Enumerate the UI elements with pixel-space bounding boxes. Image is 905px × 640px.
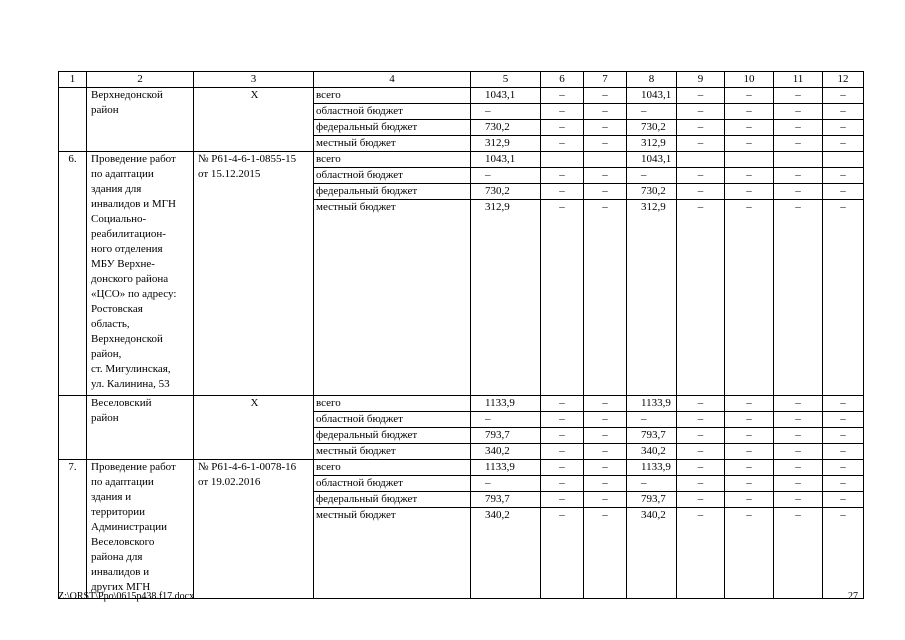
value-cell-9: – xyxy=(677,444,725,460)
value-cell-7: – xyxy=(584,396,627,412)
value-cell-6: – xyxy=(541,428,584,444)
value-cell-11: – xyxy=(774,508,823,599)
value-cell-12: – xyxy=(823,168,864,184)
value-cell-5: 312,9 xyxy=(471,136,541,152)
value-cell-11: – xyxy=(774,492,823,508)
value-cell-8: 730,2 xyxy=(627,120,677,136)
value-cell-9: – xyxy=(677,412,725,428)
value-cell-12: – xyxy=(823,88,864,104)
value-cell-11 xyxy=(774,152,823,168)
value-cell-9: – xyxy=(677,104,725,120)
value-cell-12: – xyxy=(823,492,864,508)
value-cell-6: – xyxy=(541,412,584,428)
header-cell: 7 xyxy=(584,72,627,88)
value-cell-11: – xyxy=(774,136,823,152)
value-cell-7: – xyxy=(584,88,627,104)
value-cell-9: – xyxy=(677,492,725,508)
item-document: № Р61-4-6-1-0078-16 от 19.02.2016 xyxy=(194,460,314,599)
value-cell-9: – xyxy=(677,120,725,136)
value-cell-11: – xyxy=(774,120,823,136)
value-cell-7: – xyxy=(584,428,627,444)
value-cell-6: – xyxy=(541,200,584,396)
value-cell-7: – xyxy=(584,104,627,120)
value-cell-12: – xyxy=(823,396,864,412)
value-cell-8: 1043,1 xyxy=(627,152,677,168)
value-cell-6: – xyxy=(541,88,584,104)
value-cell-8: – xyxy=(627,412,677,428)
item-name: Верхнедонской район xyxy=(87,88,194,152)
value-cell-11: – xyxy=(774,88,823,104)
value-cell-8: – xyxy=(627,168,677,184)
header-cell: 12 xyxy=(823,72,864,88)
item-number xyxy=(59,88,87,152)
header-cell: 5 xyxy=(471,72,541,88)
value-cell-12: – xyxy=(823,476,864,492)
item-number: 6. xyxy=(59,152,87,396)
page-number: 27 xyxy=(848,591,858,602)
value-cell-6: – xyxy=(541,136,584,152)
value-cell-7: – xyxy=(584,476,627,492)
value-cell-5: 730,2 xyxy=(471,184,541,200)
value-cell-9: – xyxy=(677,168,725,184)
value-cell-8: 340,2 xyxy=(627,444,677,460)
value-cell-7: – xyxy=(584,460,627,476)
value-cell-6 xyxy=(541,152,584,168)
value-cell-11: – xyxy=(774,184,823,200)
value-cell-11: – xyxy=(774,200,823,396)
funding-type: областной бюджет xyxy=(314,104,471,120)
value-cell-7 xyxy=(584,152,627,168)
footer-file-path: Z:\ORST\Ppo\0615p438.f17.docx xyxy=(58,591,195,602)
value-cell-5: 793,7 xyxy=(471,492,541,508)
value-cell-11: – xyxy=(774,104,823,120)
funding-type: областной бюджет xyxy=(314,412,471,428)
value-cell-8: 793,7 xyxy=(627,428,677,444)
value-cell-6: – xyxy=(541,460,584,476)
value-cell-10: – xyxy=(725,200,774,396)
item-name: Проведение работ по адаптации здания для инвалидов и МГН Социально- реабилитацион- ного отделения МБУ Верхне- донского района «ЦСО» по адресу: Ростовская область, Верхнедонской район, ст. Мигулинская, ул. Калинина, 53 xyxy=(87,152,194,396)
value-cell-10: – xyxy=(725,104,774,120)
funding-type: местный бюджет xyxy=(314,508,471,599)
table-row xyxy=(59,460,864,476)
value-cell-9: – xyxy=(677,88,725,104)
value-cell-11: – xyxy=(774,428,823,444)
value-cell-6: – xyxy=(541,104,584,120)
item-name: Проведение работ по адаптации здания и территории Администрации Веселовского района для инвалидов и других МГН xyxy=(87,460,194,599)
header-cell: 10 xyxy=(725,72,774,88)
header-cell: 4 xyxy=(314,72,471,88)
value-cell-8: 1133,9 xyxy=(627,460,677,476)
value-cell-5: 730,2 xyxy=(471,120,541,136)
item-number: 7. xyxy=(59,460,87,599)
value-cell-6: – xyxy=(541,184,584,200)
value-cell-7: – xyxy=(584,136,627,152)
value-cell-12: – xyxy=(823,428,864,444)
table-row xyxy=(59,88,864,104)
value-cell-12: – xyxy=(823,136,864,152)
value-cell-5: – xyxy=(471,412,541,428)
value-cell-5: 1133,9 xyxy=(471,460,541,476)
value-cell-12: – xyxy=(823,104,864,120)
value-cell-6: – xyxy=(541,476,584,492)
value-cell-5: 340,2 xyxy=(471,444,541,460)
value-cell-5: 312,9 xyxy=(471,200,541,396)
value-cell-7: – xyxy=(584,492,627,508)
funding-type: местный бюджет xyxy=(314,200,471,396)
funding-type: местный бюджет xyxy=(314,444,471,460)
value-cell-8: 730,2 xyxy=(627,184,677,200)
header-cell: 6 xyxy=(541,72,584,88)
value-cell-10: – xyxy=(725,184,774,200)
value-cell-10: – xyxy=(725,508,774,599)
value-cell-10: – xyxy=(725,492,774,508)
value-cell-6: – xyxy=(541,492,584,508)
funding-type: всего xyxy=(314,152,471,168)
header-cell: 3 xyxy=(194,72,314,88)
value-cell-5: 793,7 xyxy=(471,428,541,444)
header-row xyxy=(59,72,864,88)
header-cell: 2 xyxy=(87,72,194,88)
value-cell-8: 312,9 xyxy=(627,200,677,396)
value-cell-10: – xyxy=(725,396,774,412)
value-cell-5: – xyxy=(471,168,541,184)
value-cell-5: 1043,1 xyxy=(471,152,541,168)
funding-type: всего xyxy=(314,88,471,104)
value-cell-9: – xyxy=(677,184,725,200)
header-cell: 11 xyxy=(774,72,823,88)
value-cell-7: – xyxy=(584,168,627,184)
value-cell-7: – xyxy=(584,120,627,136)
value-cell-10: – xyxy=(725,120,774,136)
value-cell-5: – xyxy=(471,476,541,492)
value-cell-5: 1133,9 xyxy=(471,396,541,412)
funding-type: областной бюджет xyxy=(314,168,471,184)
value-cell-10: – xyxy=(725,136,774,152)
value-cell-8: 1043,1 xyxy=(627,88,677,104)
funding-type: местный бюджет xyxy=(314,136,471,152)
item-number xyxy=(59,396,87,460)
value-cell-8: 340,2 xyxy=(627,508,677,599)
value-cell-11: – xyxy=(774,476,823,492)
budget-table xyxy=(58,71,864,599)
value-cell-8: 1133,9 xyxy=(627,396,677,412)
value-cell-11: – xyxy=(774,396,823,412)
value-cell-7: – xyxy=(584,508,627,599)
value-cell-12: – xyxy=(823,184,864,200)
value-cell-7: – xyxy=(584,444,627,460)
value-cell-8: 312,9 xyxy=(627,136,677,152)
funding-type: всего xyxy=(314,396,471,412)
value-cell-8: – xyxy=(627,104,677,120)
value-cell-5: – xyxy=(471,104,541,120)
value-cell-9: – xyxy=(677,508,725,599)
value-cell-9: – xyxy=(677,396,725,412)
value-cell-6: – xyxy=(541,396,584,412)
value-cell-9 xyxy=(677,152,725,168)
value-cell-12: – xyxy=(823,412,864,428)
value-cell-11: – xyxy=(774,168,823,184)
funding-type: областной бюджет xyxy=(314,476,471,492)
funding-type: федеральный бюджет xyxy=(314,492,471,508)
value-cell-10: – xyxy=(725,428,774,444)
value-cell-6: – xyxy=(541,508,584,599)
item-name: Веселовский район xyxy=(87,396,194,460)
value-cell-11: – xyxy=(774,444,823,460)
value-cell-10: – xyxy=(725,460,774,476)
value-cell-12 xyxy=(823,152,864,168)
value-cell-8: – xyxy=(627,476,677,492)
funding-type: федеральный бюджет xyxy=(314,184,471,200)
value-cell-6: – xyxy=(541,168,584,184)
value-cell-7: – xyxy=(584,200,627,396)
value-cell-12: – xyxy=(823,120,864,136)
value-cell-12: – xyxy=(823,460,864,476)
item-document: Х xyxy=(194,88,314,152)
funding-type: всего xyxy=(314,460,471,476)
value-cell-9: – xyxy=(677,136,725,152)
table-row xyxy=(59,152,864,168)
value-cell-9: – xyxy=(677,200,725,396)
value-cell-9: – xyxy=(677,428,725,444)
value-cell-11: – xyxy=(774,460,823,476)
value-cell-9: – xyxy=(677,460,725,476)
value-cell-10: – xyxy=(725,168,774,184)
value-cell-7: – xyxy=(584,184,627,200)
value-cell-5: 1043,1 xyxy=(471,88,541,104)
value-cell-11: – xyxy=(774,412,823,428)
table-row xyxy=(59,396,864,412)
value-cell-12: – xyxy=(823,200,864,396)
table-body xyxy=(59,88,864,599)
value-cell-10: – xyxy=(725,476,774,492)
item-document: № Р61-4-6-1-0855-15 от 15.12.2015 xyxy=(194,152,314,396)
value-cell-6: – xyxy=(541,444,584,460)
value-cell-10 xyxy=(725,152,774,168)
header-cell: 8 xyxy=(627,72,677,88)
item-document: Х xyxy=(194,396,314,460)
value-cell-10: – xyxy=(725,412,774,428)
value-cell-6: – xyxy=(541,120,584,136)
value-cell-7: – xyxy=(584,412,627,428)
header-cell: 9 xyxy=(677,72,725,88)
funding-type: федеральный бюджет xyxy=(314,120,471,136)
value-cell-10: – xyxy=(725,444,774,460)
value-cell-12: – xyxy=(823,444,864,460)
header-cell: 1 xyxy=(59,72,87,88)
value-cell-9: – xyxy=(677,476,725,492)
value-cell-12: – xyxy=(823,508,864,599)
value-cell-5: 340,2 xyxy=(471,508,541,599)
value-cell-10: – xyxy=(725,88,774,104)
funding-type: федеральный бюджет xyxy=(314,428,471,444)
value-cell-8: 793,7 xyxy=(627,492,677,508)
